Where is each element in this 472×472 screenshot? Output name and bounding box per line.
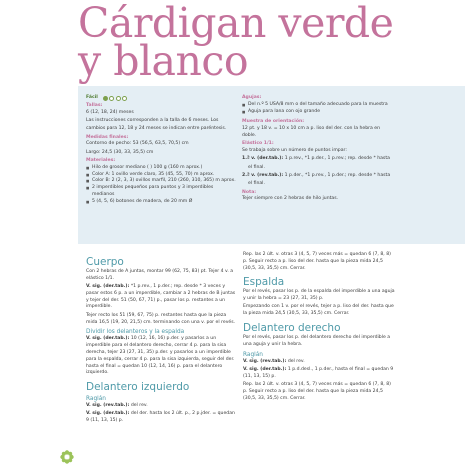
info-left-content xyxy=(86,103,238,206)
info-right-column xyxy=(242,94,392,205)
paragraph: Tejer recto los 51 (59, 67, 75) p. restantes hasta que la pieza mida 16,5 (19, 20, 21,5) cm. terminando con una v. por el revés. xyxy=(86,312,236,325)
row-text: 1 p.d.desl., 1 p.der., hasta el final = quedan 9 (11, 13, 15) p. xyxy=(243,366,394,379)
row-label: V. sig. (der.tab.): xyxy=(86,411,130,417)
paragraph: el final. xyxy=(248,181,265,187)
bullet-list xyxy=(86,165,238,206)
instruction-paragraph xyxy=(243,359,395,366)
paragraph: Tejer siempre con 2 hebras de hilo juntas. xyxy=(242,196,339,202)
section-label: Medidas finales: xyxy=(86,134,129,140)
title-line-2: y blanco xyxy=(78,37,249,85)
paragraph: Se trabaja sobre un número de puntos impar: xyxy=(242,148,347,154)
paragraph: Empezando con 1 v. por el revés, tejer a p. liso del der. hasta que la pieza mida 24,5 (30,5, 33, 35,5) cm. Cerrar. xyxy=(243,304,394,317)
row-label: 2.ª v. (rev.tab.): xyxy=(242,172,284,178)
paragraph: Las instrucciones corresponden a la talla de 6 meses. Los xyxy=(86,118,219,124)
paragraph: 6 (12, 18, 24) meses xyxy=(86,109,134,115)
row-label: V. sig. (der.tab.): xyxy=(86,336,130,342)
row-text: del rev. xyxy=(286,358,305,364)
subsection-heading: Dividir los delanteros y la espalda xyxy=(86,329,185,336)
section-label: Elástico 1/1: xyxy=(242,141,274,147)
body-left-column xyxy=(86,252,238,427)
body-right-column xyxy=(243,252,395,404)
row-label: 1.ª v. (der.tab.): xyxy=(242,156,284,162)
section-heading: Cuerpo xyxy=(86,256,124,268)
instruction-paragraph xyxy=(86,411,238,425)
subsection-heading: Raglán xyxy=(86,396,106,403)
list-item: ■ Color A: 1 ovillo verde claro, 35 (45, 55, 70) m aprox. xyxy=(86,172,238,179)
instruction-paragraph xyxy=(242,156,392,163)
title-line-1: Cárdigan verde xyxy=(78,0,394,47)
list-item-continuation: medianos xyxy=(92,192,115,198)
section-label: Tallas: xyxy=(86,103,103,108)
section-heading: Delantero izquierdo xyxy=(86,381,190,394)
instruction-paragraph xyxy=(243,367,395,381)
paragraph: Contorno de pecho: 53 (56,5, 63,5, 70,5) cm xyxy=(86,141,189,147)
list-item: ■ Hilo de grosor mediano ( ) 100 g (160 m aprox.) xyxy=(86,165,238,172)
row-text: del rev. xyxy=(129,403,148,409)
paragraph: el final. xyxy=(248,164,265,170)
section-label: Agujas: xyxy=(242,95,262,100)
instruction-paragraph xyxy=(86,284,238,311)
row-text: 1 p.der., *1 p.rev., 1 p.der.; rep. desde * hasta xyxy=(283,172,391,178)
paragraph: 12 pt. y 18 v. = 10 x 10 cm a p. liso del der. con la hebra en doble. xyxy=(242,126,381,138)
row-label: V. sig. (der.tab.): xyxy=(243,366,287,372)
level-dot xyxy=(103,96,108,101)
row-text: *1 p.rev., 1 p.der.; rep. desde * 3 veces y pasar estos 6 p. a un imperdible, cambiar a 2 hebras de B juntas y tejer del der. 51 (50, 67, 71) p., pasar los p. restantes a un imperdible. xyxy=(86,284,236,310)
section-heading: Delantero derecho xyxy=(243,322,341,335)
section-label: Muestra de orientación: xyxy=(242,119,305,125)
paragraph: Rep. las 2 últ. v. otras 3 (4, 5, 7) veces más = quedan 6 (7, 8, 8) p. Seguir recto a p. liso del der. hasta que la pieza mida 24,5 (30,5, 33, 35,5) cm. Cerrar. xyxy=(243,252,391,271)
subsection-heading: Raglán xyxy=(243,351,263,358)
page-title xyxy=(78,0,458,85)
info-left-column xyxy=(86,94,238,206)
row-label: V. sig. (rev.tab.): xyxy=(243,358,287,364)
section-heading: Espalda xyxy=(243,276,285,289)
bullet-list xyxy=(242,102,392,116)
list-item: ■ 5 (4, 5, 6) botones de madera, de 20 mm Ø xyxy=(86,199,238,206)
row-text: 1 p.rev., *1 p.der., 1 p.rev.; rep. desde * hasta xyxy=(283,156,390,162)
paragraph: Por el revés, pasar los p. del delantero derecho del imperdible a una aguja y unir la hebra. xyxy=(243,335,391,347)
level-dots xyxy=(103,96,128,101)
paragraph: Con 2 hebras de A juntas, montar 99 (62, 75, 83) pt. Tejer 4 v. a elástico 1/1. xyxy=(86,269,234,281)
row-label: V. sig. (rev.tab.): xyxy=(86,403,130,409)
level-dot xyxy=(116,96,121,101)
level-dot xyxy=(122,96,127,101)
instruction-paragraph xyxy=(86,336,238,377)
paragraph: cambios para 12, 18 y 24 meses se indican entre paréntesis. xyxy=(86,126,227,132)
instruction-paragraph xyxy=(86,403,238,410)
row-text: del der. hasta los 2 últ. p., 2 p.jder. = quedan 9 (11, 13, 15) p. xyxy=(86,411,235,424)
row-label: V. sig. (der.tab.): xyxy=(86,284,130,290)
level-dot xyxy=(109,96,114,101)
flower-icon xyxy=(60,450,74,464)
row-text: 10 (12, 16, 16) p.der. y pasarlos a un imperdible para el delantero derecho, cerrar 4 p. para la sisa derecha, tejer 23 (27, 31, 35) p.der. y pasarlos a un imperdible para la espalda, cerrar 4 p. para la sisa izquierda, seguir del der. hasta el final = quedan 10 (12, 14, 16) p. para el delantero izquierdo. xyxy=(86,336,235,376)
instruction-paragraph xyxy=(242,173,392,180)
section-label: Nota: xyxy=(242,189,257,195)
paragraph: Por el revés, pasar los p. de la espalda del imperdible a una aguja y unir la hebra = 23 (27, 31, 35) p. xyxy=(243,289,395,302)
paragraph: Largo: 24,5 (30, 33, 35,5) cm xyxy=(86,149,154,155)
info-box xyxy=(78,86,465,244)
spacer xyxy=(242,115,392,118)
list-item: ■ 2 imperdibles pequeños para puntos y 3 imperdibles xyxy=(86,185,238,192)
section-label: Materiales: xyxy=(86,158,116,164)
list-item: ■ Color B: 2 (2, 3, 3) ovillos marfil, 210 (260, 310, 365) m aprox. xyxy=(86,178,238,185)
list-item: ■ Del n.º 5 USA/8 mm o del tamaño adecuado para la muestra xyxy=(242,102,392,109)
paragraph: Rep. las 2 últ. v. otras 3 (4, 5, 7) veces más = quedan 6 (7, 8, 8) p. Seguir recto a p. liso del der. hasta que la pieza mida 24,5 (30,5, 33, 35,5) cm. Cerrar. xyxy=(243,382,391,401)
difficulty-level xyxy=(86,94,238,102)
level-label: Fácil xyxy=(86,94,98,100)
info-right-content xyxy=(242,95,392,203)
list-item: ■ Aguja para lana con ojo grande xyxy=(242,109,392,116)
